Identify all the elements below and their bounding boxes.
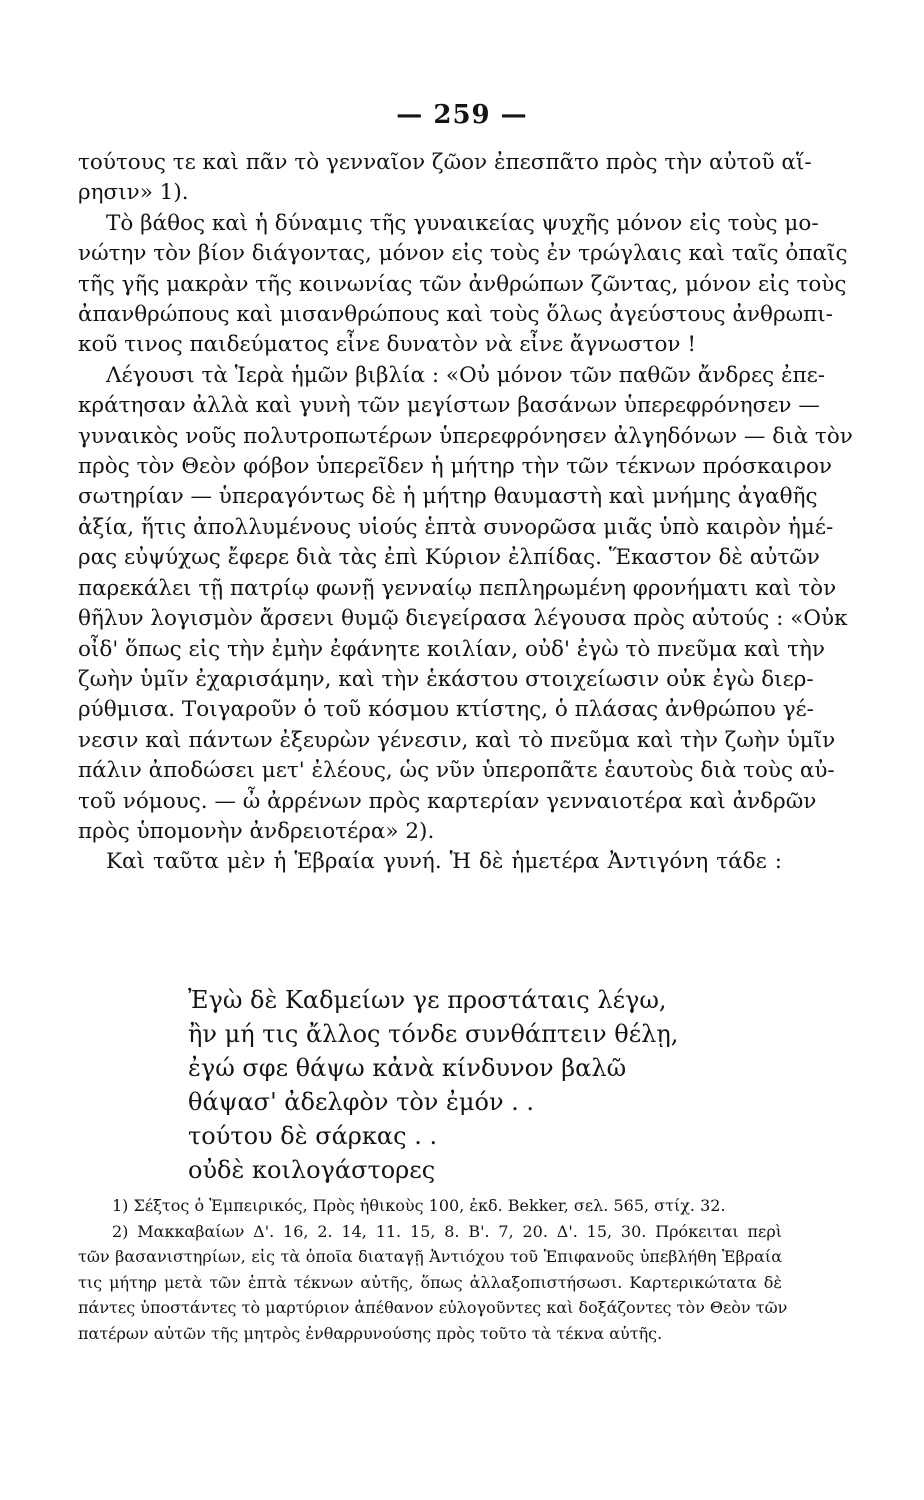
footnote-line: 1) Σέξτος ὁ Ἐμπειρικός, Πρὸς ἠθικοὺς 100, ἐκδ. Bekker, σελ. 565, στίχ. 32. (112, 1196, 726, 1215)
body-line: τοῦ νόμους. — ὦ ἀρρένων πρὸς καρτερίαν γενναιοτέρα καὶ ἀνδρῶν (78, 788, 817, 814)
body-line: ρύθμισα. Τοιγαροῦν ὁ τοῦ κόσμου κτίστης, ὁ πλάσας ἀνθρώπου γέ- (78, 697, 814, 723)
body-line: τούτους τε καὶ πᾶν τὸ γενναῖον ζῶον ἐπεσπᾶτο πρὸς τὴν αὐτοῦ αἵ- (78, 150, 812, 175)
body-line: γυναικὸς νοῦς πολυτροπωτέρων ὑπερεφρόνησεν ἀλγηδόνων — διὰ τὸν (78, 423, 853, 449)
verse-line: Ἐγὼ δὲ Καδμείων γε προστάταις λέγω, (188, 986, 667, 1014)
body-line: πρὸς τὸν Θεὸν φόβον ὑπερεῖδεν ἡ μήτηρ τὴν τῶν τέκνων πρόσκαιρον (78, 454, 832, 480)
footnote-line: πατέρων αὐτῶν τῆς μητρὸς ἐνθαρρυνούσης πρὸς τοῦτο τὰ τέκνα αὐτῆς. (78, 1323, 663, 1343)
body-line: ἀπανθρώπους καὶ μισανθρώπους καὶ τοὺς ὅλως ἀγεύστους ἀνθρωπι- (78, 302, 833, 328)
footnote-line: τις μήτηρ μετὰ τῶν ἑπτὰ τέκνων αὐτῆς, ὅπως ἀλλαξοπιστήσωσι. Καρτερικώτατα δὲ (78, 1272, 782, 1292)
verse-line: ἐγώ σφε θάψω κἀνὰ κίνδυνον βαλῶ (188, 1054, 627, 1082)
body-line: ἀξία, ἥτις ἀπολλυμένους υἱούς ἑπτὰ συνορῶσα μιᾶς ὑπὸ καιρὸν ἡμέ- (78, 514, 834, 540)
body-line: σωτηρίαν — ὑπεραγόντως δὲ ἡ μήτηρ θαυμαστὴ καὶ μνήμης ἀγαθῆς (78, 484, 818, 510)
verse-quotation (188, 983, 678, 1187)
body-line: πρὸς ὑπομονὴν ἀνδρειοτέρα» 2). (78, 818, 435, 844)
body-line: Τὸ βάθος καὶ ἡ δύναμις τῆς γυναικείας ψυχῆς μόνον εἰς τοὺς μο- (106, 210, 819, 236)
body-line: ρας εὐψύχως ἔφερε διὰ τὰς ἐπὶ Κύριον ἐλπίδας. Ἕκαστον δὲ αὐτῶν (78, 545, 820, 571)
body-line: παρεκάλει τῇ πατρίῳ φωνῇ γενναίῳ πεπληρωμένη φρονήματι καὶ τὸν (78, 575, 837, 601)
body-line: νώτην τὸν βίον διάγοντας, μόνον εἰς τοὺς ἐν τρώγλαις καὶ ταῖς ὀπαῖς (78, 241, 848, 267)
verse-line: θάψασ' ἀδελφὸν τὸν ἐμόν . . (188, 1088, 535, 1116)
verse-line: τούτου δὲ σάρκας . . (188, 1122, 438, 1150)
footnote-line: πάντες ὑποστάντες τὸ μαρτύριον ἀπέθανον εὐλογοῦντες καὶ δοξάζοντες τὸν Θεὸν τῶν (78, 1298, 788, 1317)
body-line: πάλιν ἀποδώσει μετ' ἐλέους, ὡς νῦν ὑπεροπᾶτε ἑαυτοὺς διὰ τοὺς αὐ- (78, 758, 835, 784)
body-line: οἶδ' ὅπως εἰς τὴν ἐμὴν ἐφάνητε κοιλίαν, οὐδ' ἐγὼ τὸ πνεῦμα καὶ τὴν (78, 636, 825, 662)
body-line: θῆλυν λογισμὸν ἄρσενι θυμῷ διεγείρασα λέγουσα πρὸς αὐτούς : «Οὐκ (78, 606, 848, 632)
page-number: — 259 — (396, 100, 528, 130)
footnote-line: τῶν βασανιστηρίων, εἰς τὰ ὁποῖα διαταγῇ Ἀντιόχου τοῦ Ἐπιφανοῦς ὑπεβλήθη Ἑβραία (78, 1247, 782, 1266)
body-line: Καὶ ταῦτα μὲν ἡ Ἑβραία γυνή. Ἡ δὲ ἡμετέρα Ἀντιγόνη τάδε : (106, 849, 782, 875)
body-line: ζωὴν ὑμῖν ἐχαρισάμην, καὶ τὴν ἑκάστου στοιχείωσιν οὐκ ἐγὼ διερ- (78, 666, 814, 692)
verse-line: ἢν μή τις ἄλλος τόνδε συνθάπτειν θέλῃ, (188, 1020, 679, 1048)
body-line: ρησιν» 1). (78, 180, 189, 206)
footnote-line: 2) Μακκαβαίων Δ'. 16, 2. 14, 11. 15, 8. Β'. 7, 20. Δ'. 15, 30. Πρόκειται περὶ (112, 1221, 782, 1241)
verse-line: οὐδὲ κοιλογάστορες (188, 1156, 436, 1184)
footnotes (78, 1193, 788, 1346)
body-line: κράτησαν ἀλλὰ καὶ γυνὴ τῶν μεγίστων βασάνων ὑπερεφρόνησεν — (78, 393, 820, 419)
body-line: τῆς γῆς μακρὰν τῆς κοινωνίας τῶν ἀνθρώπων ζῶντας, μόνον εἰς τοὺς (78, 271, 847, 297)
body-line: Λέγουσι τὰ Ἱερὰ ἡμῶν βιβλία : «Οὐ μόνον τῶν παθῶν ἄνδρες ἐπε- (106, 362, 826, 388)
body-line: νεσιν καὶ πάντων ἐξευρὼν γένεσιν, καὶ τὸ πνεῦμα καὶ τὴν ζωὴν ὑμῖν (78, 727, 836, 753)
body-text (78, 148, 853, 878)
body-line: κοῦ τινος παιδεύματος εἶνε δυνατὸν νὰ εἶνε ἄγνωστον ! (78, 332, 696, 358)
